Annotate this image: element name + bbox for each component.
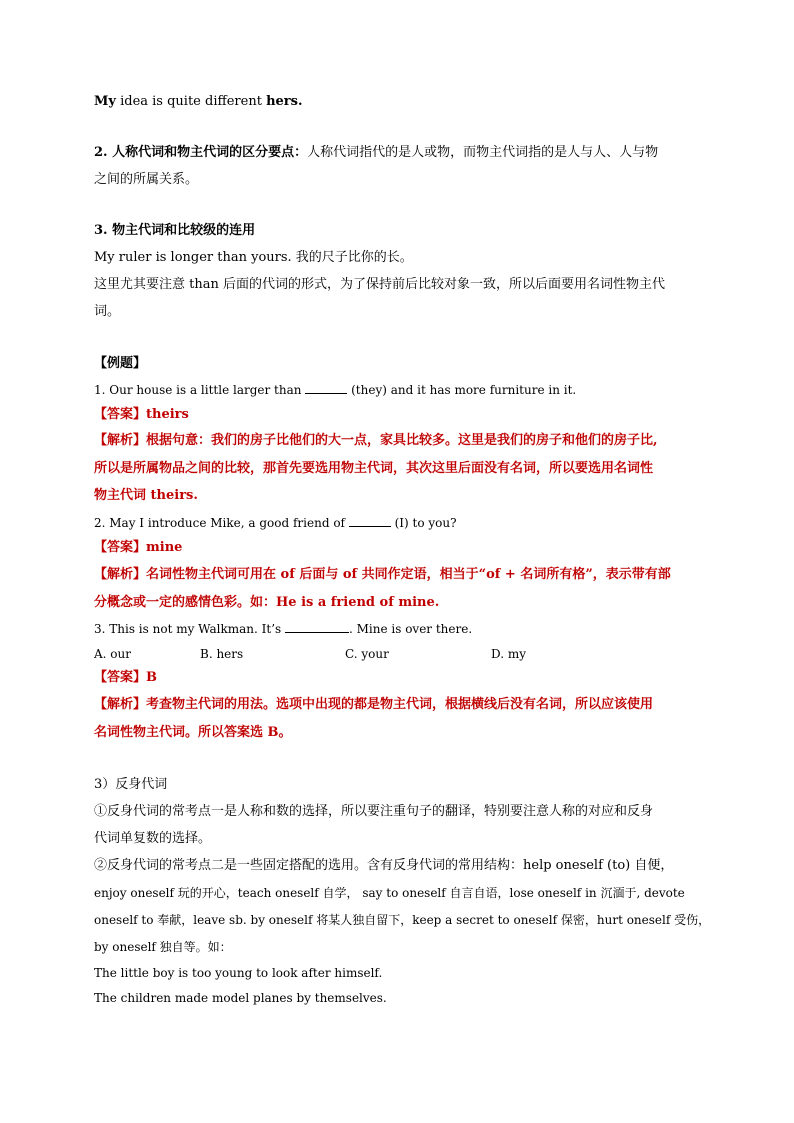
q1-post: (they) and it has more furniture in it.: [347, 383, 577, 397]
q3-option-c: C. your: [345, 647, 389, 661]
word-my: My: [94, 94, 116, 109]
examples-title: 【例题】: [94, 356, 147, 371]
q3-analysis-text1: 考查物主代词的用法。选项中出现的都是物主代词，根据横线后没有名词，所以应该使用: [146, 697, 654, 712]
section4-p2c: oneself to 奉献，leave sb. by oneself 将某人独自留下，keep a secret to oneself 保密，hurt oneself 受伤，: [94, 913, 711, 927]
q2-answer-label: 【答案】: [94, 540, 147, 555]
section2-title: 2. 人称代词和物主代词的区分要点：: [94, 145, 308, 160]
word-hers: hers.: [266, 94, 303, 109]
q3-question: [94, 620, 472, 638]
section4-p2d: by oneself 独自等。如：: [94, 940, 232, 954]
q2-blank: [349, 514, 391, 527]
q2-answer: [94, 539, 182, 557]
q3-analysis-label: 【解析】: [94, 697, 147, 712]
q3-post: . Mine is over there.: [348, 622, 473, 636]
q3-analysis2: 名词性物主代词。所以答案选 B。: [94, 725, 292, 740]
intro-sentence: [94, 93, 302, 111]
section2-text2: 之间的所属关系。: [94, 172, 199, 187]
q3-answer-label: 【答案】: [94, 670, 147, 685]
q2-pre: 2. May I introduce Mike, a good friend of: [94, 516, 349, 530]
section2-text1: 人称代词指代的是人或物，而物主代词指的是人与人、人与物: [307, 145, 659, 160]
section3-example: My ruler is longer than yours. 我的尺子比你的长。: [94, 250, 413, 265]
section4-p2b: enjoy oneself 玩的开心，teach oneself 自学， say to oneself 自言自语，lose oneself in 沉湎于, devote: [94, 886, 685, 900]
section4-p1a: ①反身代词的常考点一是人称和数的选择，所以要注重句子的翻译，特别要注意人称的对应和反身: [94, 804, 654, 819]
q1-analysis3: 物主代词 theirs.: [94, 488, 198, 503]
q3-blank: [285, 620, 349, 633]
q1-answer: [94, 406, 189, 424]
section3-note1: 这里尤其要注意 than 后面的代词的形式，为了保持前后比较对象一致，所以后面要用名词性物主代: [94, 277, 665, 292]
intro-middle: idea is quite different: [115, 94, 267, 109]
section3-note2: 词。: [94, 304, 121, 319]
section4-p2a: ②反身代词的常考点二是一些固定搭配的选用。含有反身代词的常用结构：help oneself (to) 自便，: [94, 858, 674, 873]
q3-analysis1: [94, 696, 653, 714]
q1-question: [94, 381, 576, 399]
q3-option-d: D. my: [491, 647, 526, 661]
section4-example1: The little boy is too young to look after himself.: [94, 966, 383, 980]
q2-post: (I) to you?: [390, 516, 457, 530]
section2-line1: [94, 144, 658, 162]
section4-p1b: 代词单复数的选择。: [94, 831, 212, 846]
q1-analysis-text1: 根据句意：我们的房子比他们的大一点，家具比较多。这里是我们的房子和他们的房子比,: [146, 433, 658, 448]
q1-analysis-label: 【解析】: [94, 433, 147, 448]
q2-analysis-label: 【解析】: [94, 567, 147, 582]
q2-analysis1: [94, 566, 671, 584]
q1-answer-value: theirs: [146, 407, 189, 422]
section4-example2: The children made model planes by themselves.: [94, 991, 387, 1005]
q3-options: [94, 645, 694, 663]
q1-blank: [305, 381, 347, 394]
q3-pre: 3. This is not my Walkman. It’s: [94, 622, 285, 636]
q1-analysis2: 所以是所属物品之间的比较，那首先要选用物主代词，其次这里后面没有名词，所以要选用名词性: [94, 461, 654, 476]
q3-option-a: A. our: [94, 647, 131, 661]
q1-pre: 1. Our house is a little larger than: [94, 383, 306, 397]
q3-answer-value: B: [146, 670, 158, 685]
section3-title: 3. 物主代词和比较级的连用: [94, 223, 256, 238]
q2-question: [94, 514, 457, 532]
q2-analysis2: 分概念或一定的感情色彩。如：He is a friend of mine.: [94, 595, 440, 610]
q2-analysis-text1: 名词性物主代词可用在 of 后面与 of 共同作定语，相当于“of + 名词所有格”，表示带有部: [146, 567, 671, 582]
q2-answer-value: mine: [146, 540, 183, 555]
q1-analysis1: [94, 432, 658, 450]
q3-option-b: B. hers: [200, 647, 244, 661]
q1-answer-label: 【答案】: [94, 407, 147, 422]
q3-answer: [94, 669, 157, 687]
section4-title: 3）反身代词: [94, 777, 168, 792]
